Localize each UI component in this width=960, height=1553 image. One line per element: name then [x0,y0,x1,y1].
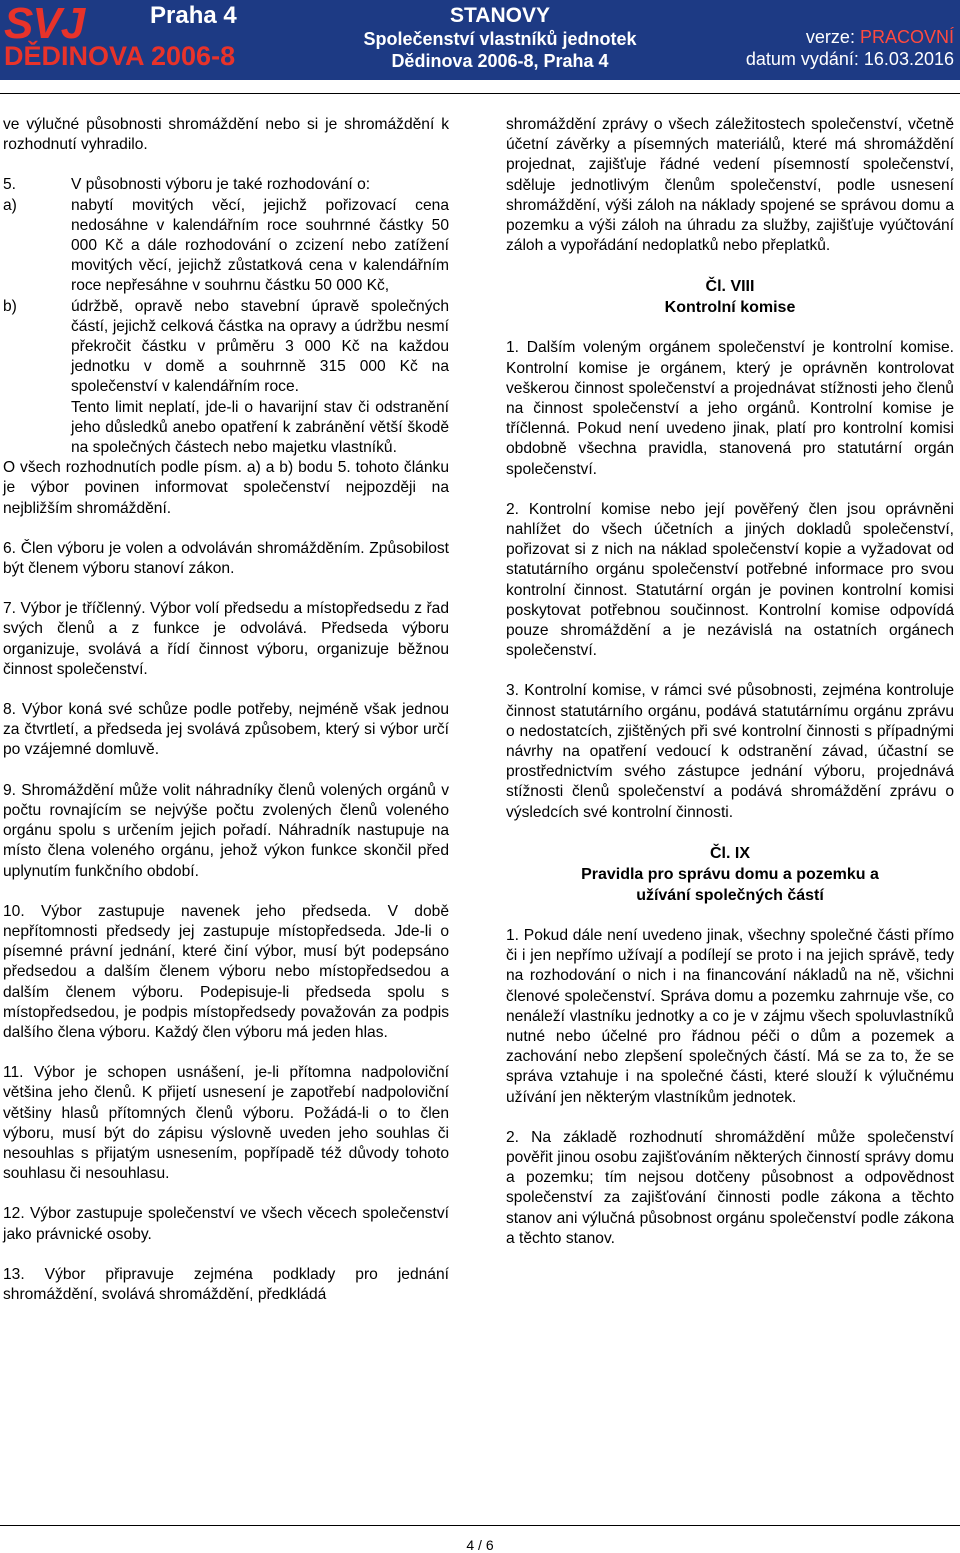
paragraph: 1. Dalším voleným orgánem společenství je kontrolní komise. Kontrolní komise je orgánem, který je oprávněn kontrolovat veškerou činnost společenství a projednávat stížnosti jeho členů na činnost společenství a jeho orgánů. Kontrolní komise je tříčlenná. Pokud není uvedeno jinak, platí pro kontrolní komisi obdobně všechna pravidla, stanovená pro statutární orgán společenství. [506,339,954,478]
paragraph: 1. Pokud dále není uvedeno jinak, všechny společné části přímo či i jen nepřímo užívají a podílejí se proto i na jejich správě, tedy na rozhodování o nich i na financování nákladů na ně, všichni členové společenství. Správa domu a pozemku zahrnuje vše, co nenáleží vlastníku jednotky a co je v zájmu všech spoluvlastníků nutné nebo účelné pro řádnou péči o dům a pozemek a zachování nebo zlepšení společných částí. Má se za to, že se správa vztahuje i na společné části, které slouží k výlučnému užívání jen některým vlastníkům jednotek. [506,926,954,1106]
logo-main-text: SVJ [4,0,85,48]
list-item [3,196,449,297]
item-text: údržbě, opravě nebo stavební úpravě společných částí, jejichž celková částka na opravy a údržbu nesmí překročit částku v průměru 3 000 Kč na každou jednotku v domě a souhrnně 315 000 Kč na společenství v kalendářním roce. [71,297,449,396]
logo-street-text: DĚDINOVA 2006-8 [4,41,236,71]
article-number: Čl. IX [709,844,750,862]
footer-divider [0,1525,960,1526]
header-center [280,4,720,72]
article-title: Pravidla pro správu domu a pozemku a užívání společných částí [581,865,879,904]
logo-praha-text: Praha 4 [150,2,237,29]
page-number: 4 / 6 [466,1537,494,1553]
paragraph: O všech rozhodnutích podle písm. a) a b) bodu 5. tohoto článku je výbor povinen informovat společenství nejpozději na nejbližším shromáždění. [3,459,449,517]
item-label: a) [3,196,17,214]
paragraph: 11. Výbor je schopen usnášení, je-li přítomna nadpoloviční většina jeho členů. K přijetí usnesení je zapotřebí nadpoloviční většiny hlasů přítomných členů výboru. Požádá-li o to člen výboru, musí být do zápisu výslovně uveden jeho souhlas či nesouhlas s přijatým usnesením, popřípadě též důvody tohoto souhlasu či nesouhlasu. [3,1064,449,1183]
paragraph: 13. Výbor připravuje zejména podklady pro jednání shromáždění, svolává shromáždění, předkládá [3,1265,449,1303]
list-item [3,297,449,398]
paragraph: 12. Výbor zastupuje společenství ve všech věcech společenství jako právnické osoby. [3,1205,449,1243]
left-column [3,115,449,1305]
item-label: b) [3,297,17,315]
article-number: Čl. VIII [705,278,755,296]
paragraph: 7. Výbor je tříčlenný. Výbor volí předsedu a místopředsedu z řad svých členů a z funkce je odvolává. Předseda výboru organizuje, svolává a řídí činnost výboru, organizuje běžnou činnost společenství. [3,600,449,678]
article-title: Kontrolní komise [664,299,796,317]
paragraph: 2. Na základě rozhodnutí shromáždění může společenství pověřit jinou osobu zajišťováním některých činností správy domu a pozemku; tím nejsou dotčeny působnost a odpovědnost společenství za zajišťování činnosti podle zákona a těchto stanov ani výlučná působnost orgánu společenství podle zákona a těchto stanov. [506,1128,954,1247]
paragraph: Tento limit neplatí, jde-li o havarijní stav či odstranění jeho důsledků anebo opatření k zabránění větší škodě na společných částech nebo majetku vlastníků. [71,398,449,457]
paragraph: 2. Kontrolní komise nebo její pověřený člen jsou oprávněni nahlížet do všech účetních a jiných dokladů společenství, pořizovat si z nich na náklad společenství kopie a vyžadovat od statutárního orgánu společenství potřebné informace pro svou kontrolní činnost. Statutární orgán je povinen kontrolní komisi poskytovat potřebnou součinnost. Kontrolní komise odpovídá pouze shromáždění a je nezávislá na ostatních orgánech společenství. [506,500,954,660]
paragraph: 9. Shromáždění může volit náhradníky členů volených orgánů v počtu rovnajícím se nejvýše počtu zvolených členů voleného orgánu spolu s určením jejich pořadí. Náhradník nastupuje na místo člena voleného orgánu, jehož výkon funkce skončil před uplynutím funkčního období. [3,781,449,880]
version-line [746,26,954,48]
organization-name: Společenství vlastníků jednotek [363,29,637,49]
paragraph: 3. Kontrolní komise, v rámci své působnosti, zejména kontroluje činnost statutárního orgánu, podává statutárnímu orgánu zprávu o nedostatcích, zjištěných při své kontrolní činnosti s případnými návrhy na opatření vedoucí k odstranění závad, účastní se prostřednictvím svého zástupce jednání výboru, projednává stížnosti členů společenství a podává shromáždění zprávu o výsledcích své kontrolní činnosti. [506,682,954,821]
page-header [0,0,960,80]
list-item [3,175,449,195]
svj-logo [0,0,272,74]
version-label: verze: [805,27,855,47]
paragraph: 6. Člen výboru je volen a odvoláván shromážděním. Způsobilost být členem výboru stanoví zákon. [3,539,449,578]
right-column [506,115,954,1249]
header-meta [746,26,954,70]
paragraph: ve výlučné působnosti shromáždění nebo si je shromáždění k rozhodnutí vyhradilo. [3,116,449,154]
paragraph: 8. Výbor koná své schůze podle potřeby, nejméně však jednou za čtvrtletí, a předseda jej svolává způsobem, který si výbor určí po vzájemné domluvě. [3,701,449,759]
issue-date: datum vydání: 16.03.2016 [745,49,954,69]
item-text: V působnosti výboru je také rozhodování o: [71,176,371,194]
organization-address: Dědinova 2006-8, Praha 4 [391,51,609,71]
item-number: 5. [3,176,17,194]
version-value: PRACOVNÍ [859,27,954,47]
document-title: STANOVY [450,4,550,27]
header-divider [0,93,960,94]
item-text: nabytí movitých věcí, jejichž pořizovací cena nedosáhne v kalendářním roce souhrnné částky 50 000 Kč a dále rozhodování o zcizení nebo zatížení movitých věcí, jejichž zůstatková cena v kalendářním roce nepřesáhne v souhrnu částku 50 000 Kč, [71,196,449,295]
paragraph: shromáždění zprávy o všech záležitostech společenství, včetně účetní závěrky a písemných materiálů, které má shromáždění projednat, zajišťuje řádné vedení písemností společenství, sděluje jednotlivým členům společenství, podle usnesení shromáždění, výši záloh na náklady spojené se správou domu a pozemku a výši záloh na úhradu za služby, zajišťuje vyúčtování záloh a vypořádání nedoplatků nebo přeplatků. [506,116,954,255]
paragraph: 10. Výbor zastupuje navenek jeho předseda. V době nepřítomnosti předsedy jej zastupuje místopředseda. Jde-li o písemné právní jednání, které činí výbor, musí být podepsáno předsedou a dalším členem výboru nebo místopředsedou a dalším členem výboru. Podepisuje-li předseda spolu s místopředsedou, je podpis místopředsedy považován za podpis dalšího člena výboru. Každý člen výboru má jeden hlas. [3,902,449,1041]
